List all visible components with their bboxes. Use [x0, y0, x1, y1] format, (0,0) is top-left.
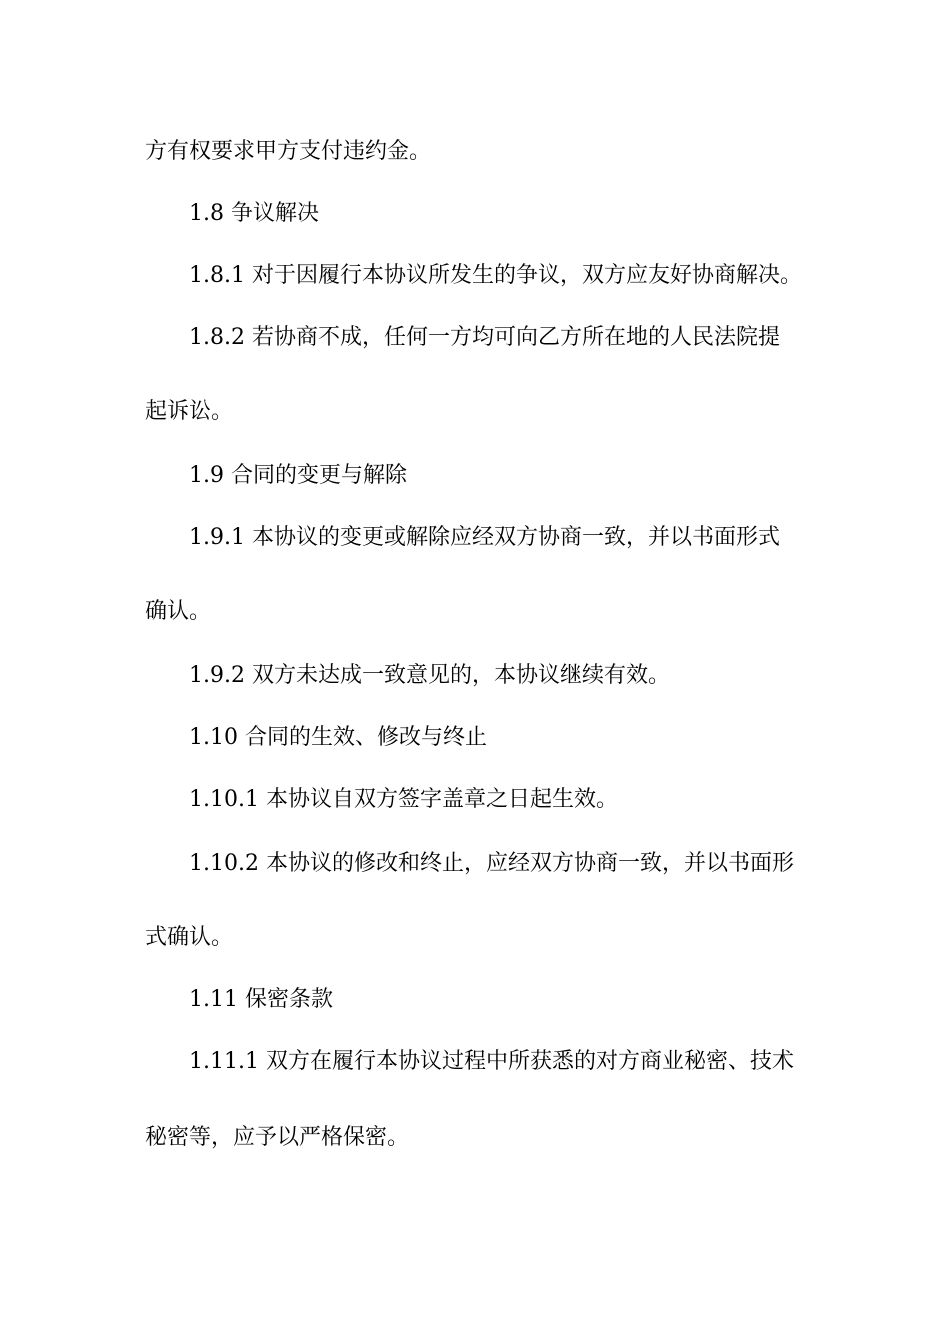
paragraph-line: 1.8.2 若协商不成，任何一方均可向乙方所在地的人民法院提 — [189, 325, 780, 350]
paragraph-line: 1.9.2 双方未达成一致意见的，本协议继续有效。 — [189, 663, 670, 688]
paragraph-line: 起诉讼。 — [145, 399, 234, 424]
paragraph-line: 确认。 — [145, 599, 212, 624]
section-heading: 1.11 保密条款 — [189, 987, 333, 1012]
paragraph-line: 1.10.2 本协议的修改和终止，应经双方协商一致，并以书面形 — [189, 851, 794, 876]
paragraph-line: 秘密等，应予以严格保密。 — [145, 1125, 410, 1150]
paragraph-line: 1.9.1 本协议的变更或解除应经双方协商一致，并以书面形式 — [189, 525, 780, 550]
section-heading: 1.8 争议解决 — [189, 201, 319, 226]
section-heading: 1.9 合同的变更与解除 — [189, 463, 407, 488]
paragraph-line: 1.11.1 双方在履行本协议过程中所获悉的对方商业秘密、技术 — [189, 1049, 794, 1074]
paragraph-line: 式确认。 — [145, 925, 234, 950]
section-heading: 1.10 合同的生效、修改与终止 — [189, 725, 487, 750]
paragraph-line: 1.10.1 本协议自双方签字盖章之日起生效。 — [189, 787, 618, 812]
paragraph-line: 1.8.1 对于因履行本协议所发生的争议，双方应友好协商解决。 — [189, 263, 802, 288]
paragraph-line: 方有权要求甲方支付违约金。 — [145, 139, 432, 164]
